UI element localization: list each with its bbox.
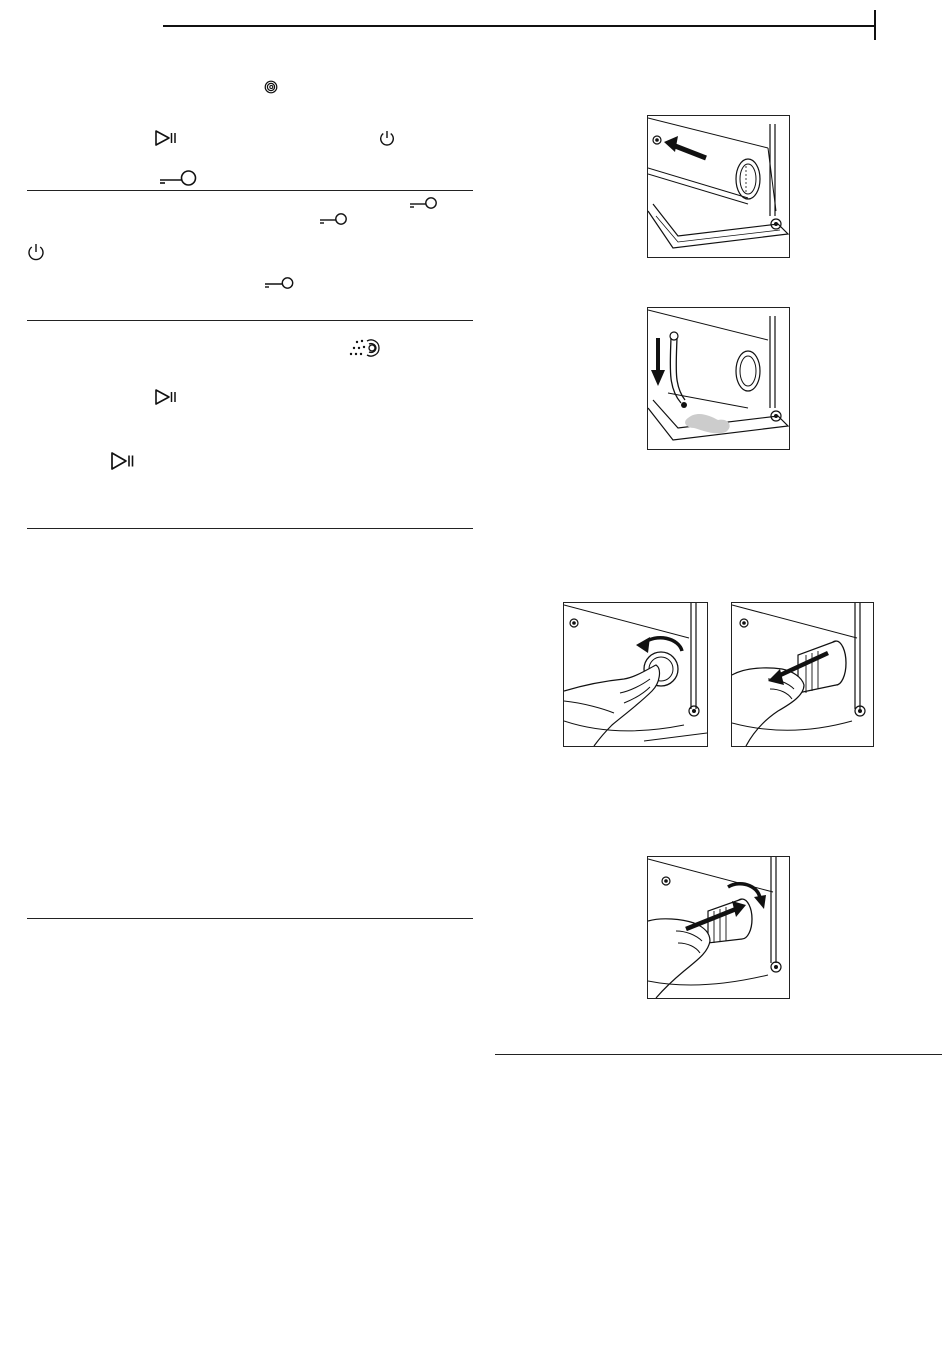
- pull-filter-illustration: [731, 602, 874, 747]
- start-pause-icon: [154, 388, 178, 406]
- header-tick: [874, 10, 876, 40]
- section-rule-4: [27, 918, 473, 919]
- drain-hose-illustration: [647, 307, 790, 450]
- section-rule-1: [27, 190, 473, 191]
- insert-filter-illustration: [647, 856, 790, 999]
- right-column-rule: [495, 1054, 942, 1055]
- section-rule-2: [27, 320, 473, 321]
- start-pause-icon: [154, 129, 178, 147]
- unscrew-drain-cap-illustration: [647, 115, 790, 258]
- key-lock-icon: [409, 196, 437, 210]
- start-pause-icon: [110, 451, 136, 471]
- header-rule: [163, 25, 875, 27]
- steam-icon: [348, 336, 382, 358]
- key-lock-icon: [264, 276, 294, 290]
- power-icon: [26, 242, 46, 262]
- key-lock-icon: [319, 212, 347, 226]
- section-rule-3: [27, 528, 473, 529]
- power-icon: [378, 129, 396, 147]
- spin-icon: [264, 80, 278, 94]
- turn-filter-illustration: [563, 602, 708, 747]
- key-lock-icon: [159, 169, 197, 187]
